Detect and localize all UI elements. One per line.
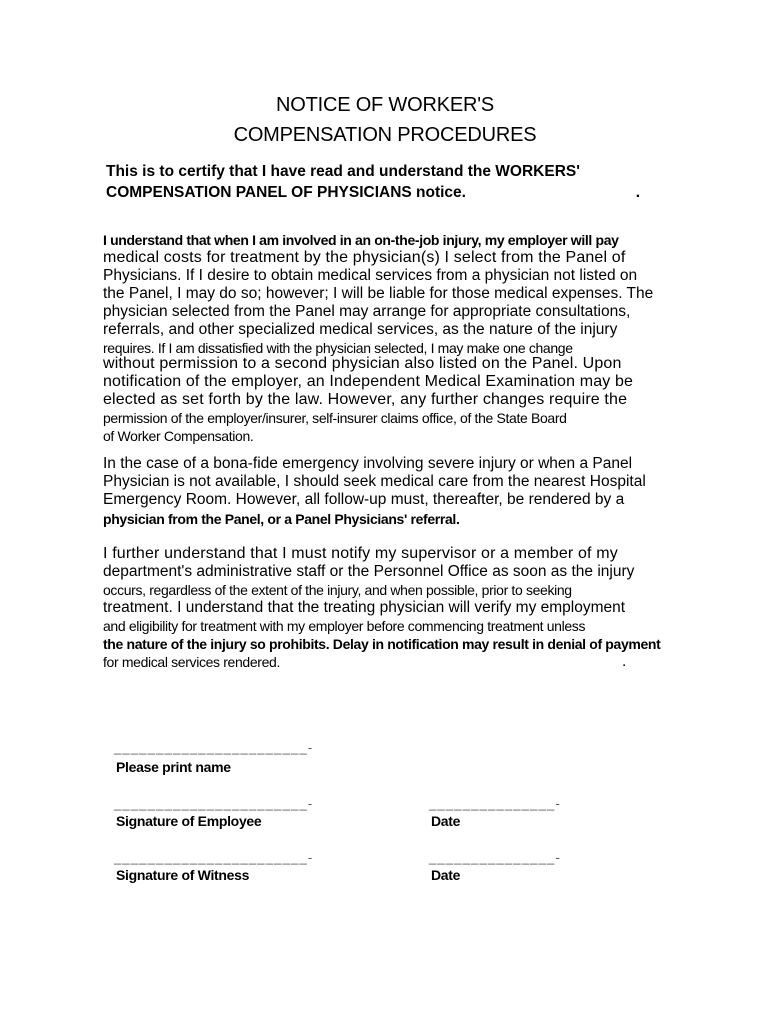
paragraph1-line: Physicians. If I desire to obtain medical services from a physician not listed on — [103, 267, 638, 284]
paragraph1-line: elected as set forth by the law. However, any further changes require the — [103, 391, 628, 408]
paragraph3-line: for medical services rendered. — [103, 654, 281, 670]
certification-line-2-text: COMPENSATION PANEL OF PHYSICIANS notice. — [106, 184, 466, 201]
print-name-label: Please print name — [116, 759, 231, 775]
print-name-line[interactable]: _______________________- — [114, 740, 314, 755]
witness-date-line[interactable]: _______________- — [429, 850, 561, 865]
witness-signature-label: Signature of Witness — [116, 867, 250, 883]
title-line-2: COMPENSATION PROCEDURES — [233, 124, 537, 146]
witness-signature-line[interactable]: _______________________- — [114, 850, 314, 865]
paragraph1-line: physician selected from the Panel may arrange for appropriate consultations, — [103, 303, 631, 320]
paragraph1-line: notification of the employer, an Independent Medical Examination may be — [103, 373, 634, 390]
paragraph3-line: I further understand that I must notify my supervisor or a member of my — [103, 545, 618, 562]
paragraph3-line: occurs, regardless of the extent of the injury, and when possible, prior to seeking — [103, 582, 572, 598]
employee-date-label: Date — [431, 813, 461, 829]
paragraph3-line: and eligibility for treatment with my employer before commencing treatment unless — [103, 618, 586, 634]
paragraph1-line: requires. If I am dissatisfied with the physician selected, I may make one change — [103, 340, 573, 356]
paragraph2-line: physician from the Panel, or a Panel Physicians' referral. — [103, 511, 460, 527]
paragraph3-end-mark: . — [622, 653, 627, 670]
employee-date-line[interactable]: _______________- — [429, 796, 561, 811]
witness-date-label: Date — [431, 867, 461, 883]
paragraph1-line: I understand that when I am involved in an on-the-job injury, my employer will pay — [103, 232, 619, 248]
paragraph3-line: treatment. I understand that the treating physician will verify my employment — [103, 599, 626, 616]
paragraph1-line: of Worker Compensation. — [103, 428, 254, 444]
certification-line-2 — [106, 182, 646, 203]
paragraph3-line: the nature of the injury so prohibits. Delay in notification may result in denial of payment — [103, 636, 661, 652]
paragraph1-line: without permission to a second physician also listed on the Panel. Upon — [103, 355, 622, 372]
paragraph1-line: permission of the employer/insurer, self-insurer claims office, of the State Board — [103, 410, 567, 426]
paragraph1-line: referrals, and other specialized medical services, as the nature of the injury — [103, 321, 618, 338]
employee-signature-label: Signature of Employee — [116, 813, 262, 829]
certification-line-1: This is to certify that I have read and understand the WORKERS' — [106, 163, 580, 180]
paragraph2-line: Physician is not available, I should seek medical care from the nearest Hospital — [103, 473, 646, 490]
paragraph3-line: department's administrative staff or the Personnel Office as soon as the injury — [103, 563, 635, 580]
employee-signature-line[interactable]: _______________________- — [114, 796, 314, 811]
paragraph1-line: medical costs for treatment by the physician(s) I select from the Panel of — [103, 249, 626, 266]
title-line-1: NOTICE OF WORKER'S — [275, 94, 494, 116]
paragraph2-line: Emergency Room. However, all follow-up must, thereafter, be rendered by a — [103, 491, 625, 508]
certification-end-mark: . — [635, 184, 640, 201]
paragraph1-line: the Panel, I may do so; however; I will be liable for those medical expenses. The — [103, 285, 654, 302]
paragraph2-line: In the case of a bona-fide emergency involving severe injury or when a Panel — [103, 455, 633, 472]
